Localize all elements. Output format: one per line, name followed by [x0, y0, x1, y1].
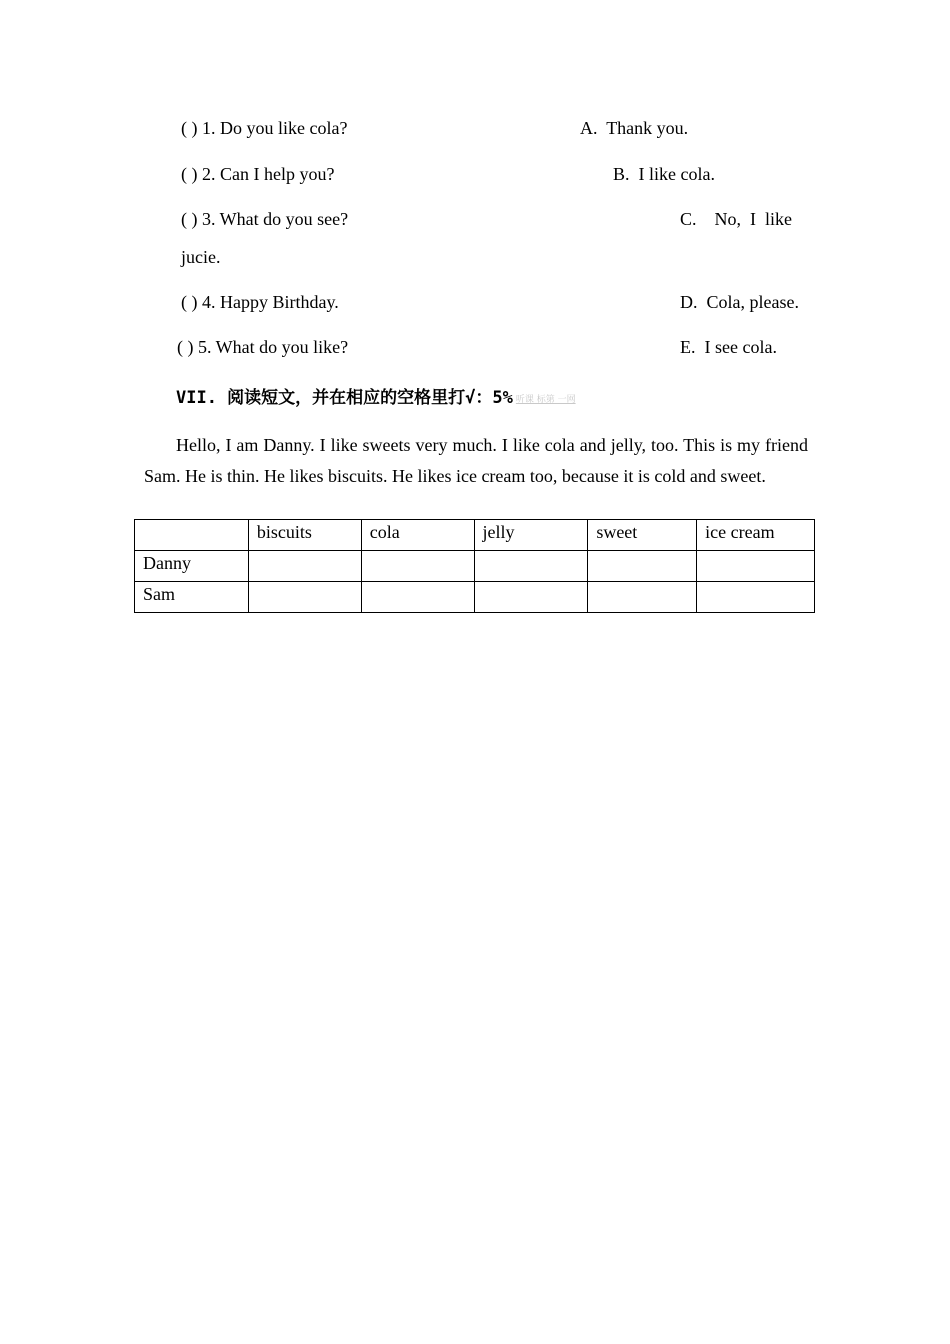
tick-cell[interactable]: [697, 582, 815, 613]
option-text: Thank you.: [606, 118, 689, 138]
tick-cell[interactable]: [248, 551, 361, 582]
question-text: 1. Do you like cola?: [202, 118, 348, 138]
table-header-cell: sweet: [588, 520, 697, 551]
section-heading-text: VII. 阅读短文，并在相应的空格里打√：5%: [176, 388, 513, 408]
table-header-cell: cola: [361, 520, 474, 551]
option-text: I like cola.: [638, 164, 715, 184]
option-letter: B.: [613, 164, 630, 184]
question-3: [181, 208, 348, 230]
reading-passage: Hello, I am Danny. I like sweets very much. I like cola and jelly, too. This is my friend Sam. He is thin. He likes biscuits. He likes ice cream too, because it is cold and sweet.: [144, 435, 808, 486]
option-letter: A.: [580, 118, 598, 138]
question-text: 4. Happy Birthday.: [202, 292, 339, 312]
watermark-link[interactable]: 听课 标第 一网: [515, 394, 576, 405]
table-header-cell: biscuits: [248, 520, 361, 551]
tick-cell[interactable]: [474, 551, 588, 582]
row-label: Danny: [135, 551, 249, 582]
answer-table: [134, 519, 815, 613]
tick-cell[interactable]: [248, 582, 361, 613]
table-header-row: [135, 520, 815, 551]
option-letter: D.: [680, 292, 698, 312]
answer-blank[interactable]: ( ): [181, 164, 198, 184]
answer-blank[interactable]: ( ): [181, 118, 198, 138]
answer-option-d: [680, 291, 799, 313]
answer-blank[interactable]: ( ): [181, 292, 198, 312]
question-text: 5. What do you like?: [198, 337, 349, 357]
option-text: No, I like: [714, 209, 792, 229]
tick-cell[interactable]: [588, 582, 697, 613]
option-text: Cola, please.: [706, 292, 799, 312]
answer-option-c: [680, 208, 792, 230]
table-header-cell: jelly: [474, 520, 588, 551]
tick-cell[interactable]: [474, 582, 588, 613]
question-1: [181, 117, 347, 139]
option-text: I see cola.: [704, 337, 777, 357]
option-letter: E.: [680, 337, 696, 357]
table-header-cell: [135, 520, 249, 551]
question-2: [181, 163, 334, 185]
answer-blank[interactable]: ( ): [177, 337, 194, 357]
section-heading: [176, 383, 576, 408]
tick-cell[interactable]: [361, 551, 474, 582]
table-row: [135, 551, 815, 582]
table-row: [135, 582, 815, 613]
tick-cell[interactable]: [588, 551, 697, 582]
tick-cell[interactable]: [697, 551, 815, 582]
answer-option-b: [613, 163, 715, 185]
question-text: 2. Can I help you?: [202, 164, 335, 184]
question-5: [177, 336, 348, 358]
question-text: 3. What do you see?: [202, 209, 349, 229]
row-label: Sam: [135, 582, 249, 613]
tick-cell[interactable]: [361, 582, 474, 613]
option-letter: C.: [680, 209, 697, 229]
answer-option-a: [580, 117, 688, 139]
table-header-cell: ice cream: [697, 520, 815, 551]
wrapped-text: jucie.: [181, 247, 221, 267]
answer-option-e: [680, 336, 777, 358]
question-4: [181, 291, 339, 313]
answer-blank[interactable]: ( ): [181, 209, 198, 229]
